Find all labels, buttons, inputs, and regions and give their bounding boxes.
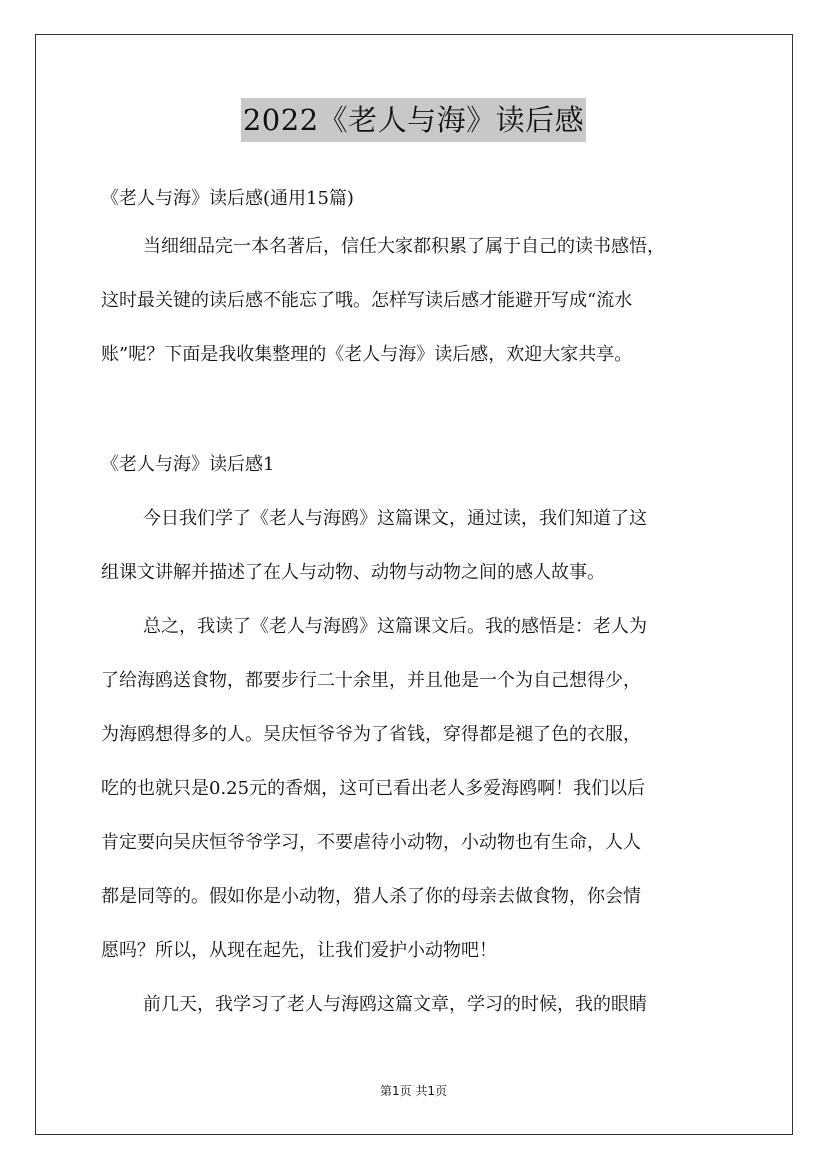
paragraph-line: 组课文讲解并描述了在人与动物、动物与动物之间的感人故事。 — [101, 562, 605, 583]
intro-line: 这时最关键的读后感不能忘了哦。怎样写读后感才能避开写成“流水 — [101, 290, 633, 311]
document-subtitle: 《老人与海》读后感(通用15篇) — [101, 188, 354, 209]
section-heading: 《老人与海》读后感1 — [101, 454, 275, 475]
intro-line: 账”呢？下面是我收集整理的《老人与海》读后感，欢迎大家共享。 — [101, 344, 633, 365]
intro-line: 当细细品完一本名著后，信任大家都积累了属于自己的读书感悟， — [143, 236, 665, 257]
paragraph-line: 前几天，我学习了老人与海鸥这篇文章，学习的时候，我的眼睛 — [143, 994, 647, 1015]
intro-paragraph — [101, 220, 741, 382]
paragraph-line: 了给海鸥送食物，都要步行二十余里，并且他是一个为自己想得少， — [101, 670, 641, 691]
paragraph-line: 今日我们学了《老人与海鸥》这篇课文，通过读，我们知道了这 — [143, 508, 647, 529]
paragraph-line: 都是同等的。假如你是小动物，猎人杀了你的母亲去做食物，你会情 — [101, 886, 641, 907]
paragraph-2 — [101, 600, 741, 978]
document-title: 2022《老人与海》读后感 — [241, 98, 586, 142]
paragraph-line: 肯定要向吴庆恒爷爷学习，不要虐待小动物，小动物也有生命，人人 — [101, 832, 641, 853]
paragraph-line: 总之，我读了《老人与海鸥》这篇课文后。我的感悟是：老人为 — [143, 616, 647, 637]
title-wrap — [0, 98, 827, 142]
paragraph-line: 为海鸥想得多的人。吴庆恒爷爷为了省钱，穿得都是褪了色的衣服， — [101, 724, 641, 745]
paragraph-3 — [101, 978, 741, 1032]
paragraph-line: 吃的也就只是0.25元的香烟，这可已看出老人多爱海鸥啊！我们以后 — [101, 778, 646, 799]
paragraph-1 — [101, 492, 741, 600]
page-footer: 第1页 共1页 — [379, 1084, 448, 1098]
paragraph-line: 愿吗？所以，从现在起先，让我们爱护小动物吧！ — [101, 940, 497, 961]
